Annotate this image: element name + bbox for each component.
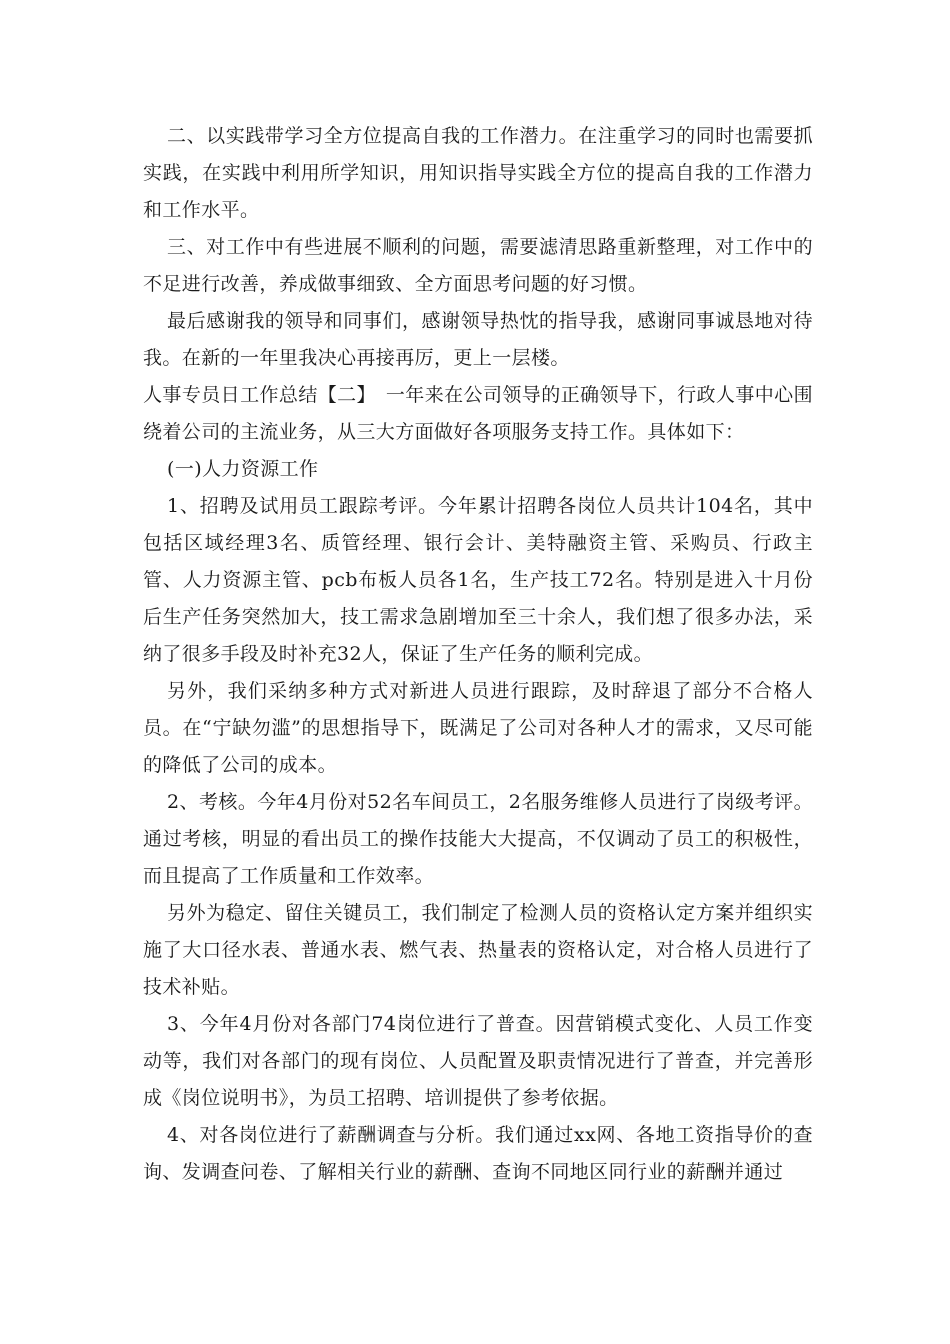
paragraph-position-survey: 3、今年4月份对各部门74岗位进行了普查。因营销模式变化、人员工作变动等，我们对各部门的现有岗位、人员配置及职责情况进行了普查，并完善形成《岗位说明书》，为员工招聘、培训提供了参考依据。: [143, 1013, 813, 1109]
paragraph-problems: 三、对工作中有些进展不顺利的问题，需要滤清思路重新整理，对工作中的不足进行改善，养成做事细致、全方面思考问题的好习惯。: [143, 236, 813, 295]
paragraph-assessment: 2、考核。今年4月份对52名车间员工，2名服务维修人员进行了岗级考评。通过考核，明显的看出员工的操作技能大大提高，不仅调动了员工的积极性，而且提高了工作质量和工作效率。: [143, 791, 813, 887]
paragraph-summary-two-intro: 人事专员日工作总结【二】 一年来在公司领导的正确领导下，行政人事中心围绕着公司的主流业务，从三大方面做好各项服务支持工作。具体如下：: [143, 384, 813, 443]
paragraph-salary-survey: 4、对各岗位进行了薪酬调查与分析。我们通过xx网、各地工资指导价的查询、发调查问卷、了解相关行业的薪酬、查询不同地区同行业的薪酬并通过: [143, 1124, 813, 1183]
paragraph-thanks: 最后感谢我的领导和同事们，感谢领导热忱的指导我，感谢同事诚恳地对待我。在新的一年里我决心再接再厉，更上一层楼。: [143, 310, 813, 369]
paragraph-practice: 二、以实践带学习全方位提高自我的工作潜力。在注重学习的同时也需要抓实践，在实践中利用所学知识，用知识指导实践全方位的提高自我的工作潜力和工作水平。: [143, 125, 813, 221]
paragraph-retention: 另外为稳定、留住关键员工，我们制定了检测人员的资格认定方案并组织实施了大口径水表、普通水表、燃气表、热量表的资格认定，对合格人员进行了技术补贴。: [143, 902, 813, 998]
document-body: [143, 118, 813, 1191]
paragraph-recruitment: 1、招聘及试用员工跟踪考评。今年累计招聘各岗位人员共计104名，其中包括区域经理3名、质管经理、银行会计、美特融资主管、采购员、行政主管、人力资源主管、pcb布板人员各1名，生产技工72名。特别是进入十月份后生产任务突然加大，技工需求急剧增加至三十余人，我们想了很多办法，采纳了很多手段及时补充32人，保证了生产任务的顺利完成。: [143, 495, 813, 665]
paragraph-tracking: 另外，我们采纳多种方式对新进人员进行跟踪，及时辞退了部分不合格人员。在“宁缺勿滥”的思想指导下，既满足了公司对各种人才的需求，又尽可能的降低了公司的成本。: [143, 680, 813, 776]
section-heading-hr: (一)人力资源工作: [167, 458, 319, 480]
